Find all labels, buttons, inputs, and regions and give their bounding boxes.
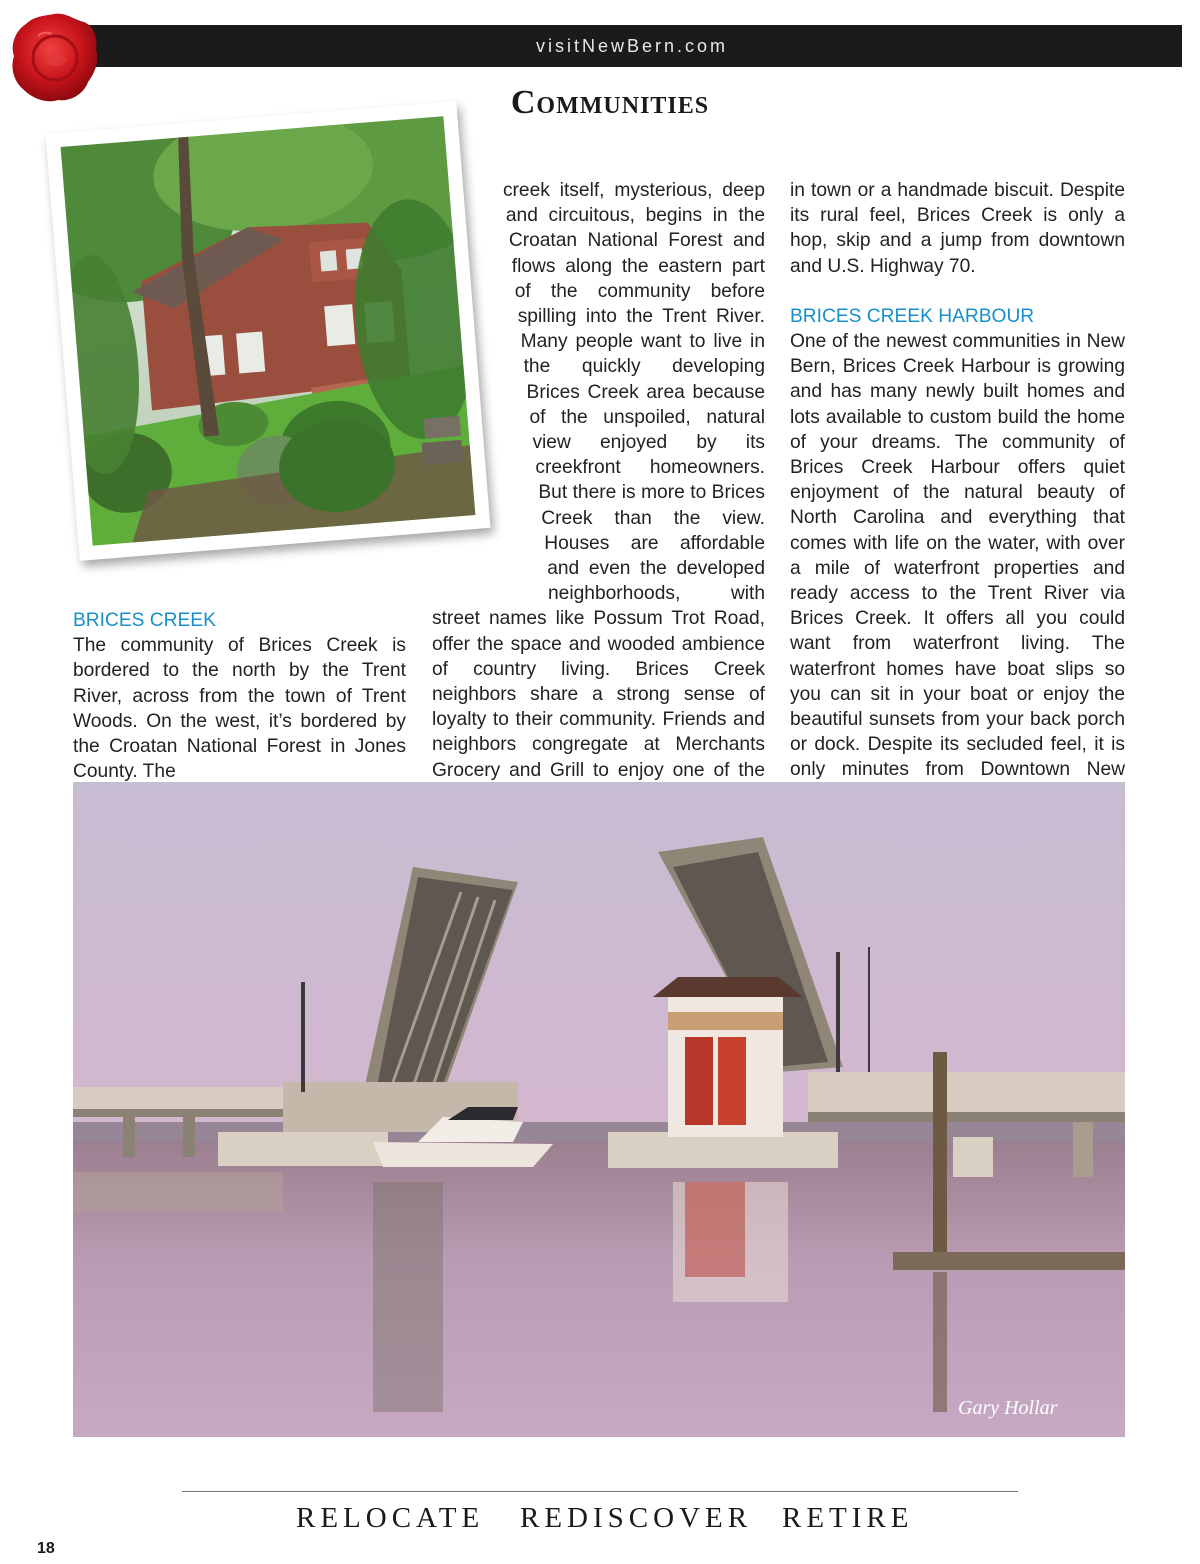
brices-creek-text-part3: in town or a handmade biscuit. Despite its rural feel, Brices Creek is only a hop, skip and a jump from downtown and U.S. Highway 70.	[790, 180, 1125, 277]
wax-seal-icon	[8, 10, 100, 106]
footer-divider	[182, 1491, 1018, 1492]
header-bar	[52, 25, 1182, 67]
brices-creek-harbour-heading: BRICES CREEK HARBOUR	[790, 305, 1035, 327]
brices-creek-text-part2: creek itself, mysterious, deep and circuitous, begins in the Croatan National Forest and flows along the eastern part of the community before spilling into the Trent River. Many people want to live in the quickly developing Brices Creek area because of the unspoiled, natural view enjoyed by its creekfront homeowners. But there is more to Brices Creek than the view. Houses are affordable and even the developed neighborhoods, with street names like Possum Trot Road, offer the space and wooded ambience of country living. Brices Creek neighbors share a strong sense of loyalty to their community. Friends and neighbors congregate at Merchants Grocery and Grill to enjoy one of the	[432, 180, 765, 781]
house-photo	[61, 116, 476, 546]
brices-creek-text-part1: The community of Brices Creek is bordered to the north by the Trent River, across from the town of Trent Woods. On the west, it’s bordered by the Croatan National Forest in Jones County. The	[73, 635, 406, 783]
photo-credit: Gary Hollar	[958, 1397, 1058, 1419]
tagline-relocate: RELOCATE	[296, 1502, 485, 1534]
site-url[interactable]: visitNewBern.com	[535, 36, 729, 56]
page-title: Communities	[510, 84, 710, 121]
drawbridge-photo	[73, 782, 1125, 1437]
page-number: 18	[37, 1540, 55, 1557]
house-photo-frame	[46, 101, 491, 561]
column-1	[73, 608, 406, 784]
brices-creek-heading: BRICES CREEK	[73, 610, 216, 631]
column-2	[432, 178, 765, 781]
brices-creek-harbour-text: One of the newest communities in New Bern, Brices Creek Harbour is growing and has many newly built homes and lots available to custom build the home of your dreams. The community of Brices Creek Harbour offers quiet enjoyment of the natural beauty of North Carolina and everything that comes with life on the water, with over a mile of waterfront properties and ready access to the Trent River via Brices Creek. It offers all you could want from waterfront living. The waterfront homes have boat slips so you can sit in your boat or enjoy the beautiful sunsets from your back porch or dock. Despite its secluded feel, it is only minutes from Downtown New	[790, 331, 1125, 781]
column-3	[790, 178, 1125, 808]
tagline-retire: RETIRE	[782, 1502, 914, 1534]
tagline-rediscover: REDISCOVER	[520, 1502, 753, 1534]
